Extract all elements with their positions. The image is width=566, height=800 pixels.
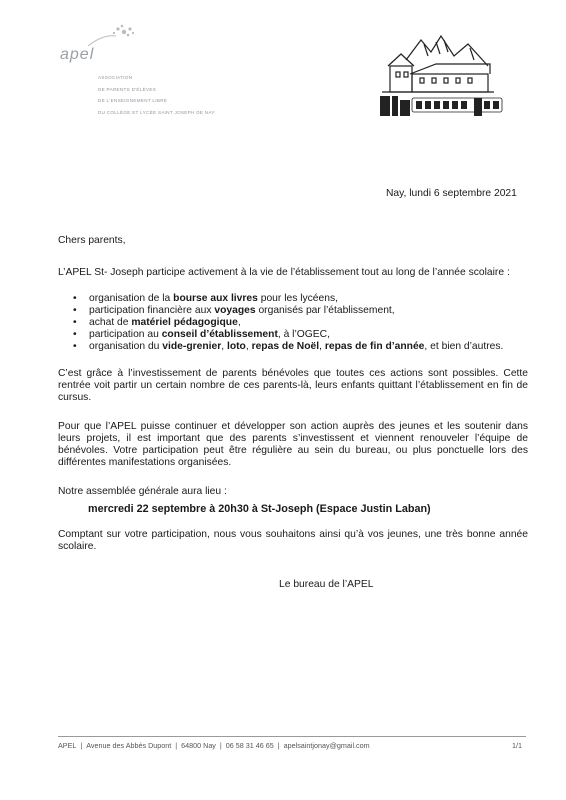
list-item-bold: bourse aux livres (173, 293, 258, 304)
footer-contact (58, 741, 370, 750)
footer-separator: | (80, 741, 83, 750)
paragraph-renewal: Pour que l’APEL puisse continuer et développer son action auprès des jeunes et les soutenir dans leurs projets, il est important que des parents s’investissent et viennent renouveler l’équipe de bénévoles. Votre participation peut être régulière au sein du bureau, ou plus ponctuelle lors des différentes manifestations organisées. (58, 421, 528, 468)
list-item-bold: repas de Noël (251, 341, 320, 353)
list-item-text: , (221, 341, 227, 353)
list-item-text: , (237, 317, 241, 329)
list-item-text: achat de (89, 317, 132, 329)
meeting-details: mercredi 22 septembre à 20h30 à St-Joseph (Espace Justin Laban) (88, 503, 431, 515)
association-line: DE PARENTS D'ÉLÈVES (98, 86, 157, 92)
list-item-bold: voyages (214, 305, 256, 317)
list-item (58, 329, 538, 341)
paragraph-assembly: Notre assemblée générale aura lieu : (58, 486, 227, 497)
footer-divider (58, 736, 526, 737)
list-item (58, 341, 538, 353)
list-item-text: organisation de la (89, 293, 174, 304)
footer-phone: 06 58 31 46 65 (225, 741, 274, 750)
association-line: DE L'ENSEIGNEMENT LIBRE (98, 98, 168, 103)
intro-paragraph: L’APEL St- Joseph participe activement à la vie de l’établissement tout au long de l’année scolaire : (58, 267, 510, 278)
list-item-bold: matériel pédagogique (131, 317, 238, 329)
paragraph-closing: Comptant sur votre participation, nous vous souhaitons ainsi qu’à vos jeunes, une très bonne année scolaire. (58, 529, 528, 552)
greeting: Chers parents, (58, 235, 126, 246)
footer-address: Avenue des Abbés Dupont (86, 741, 172, 750)
letter-date: Nay, lundi 6 septembre 2021 (386, 188, 517, 199)
list-item-text: participation financière aux (89, 305, 215, 317)
footer-separator: | (277, 741, 280, 750)
footer-separator: | (175, 741, 178, 750)
actions-list (58, 293, 538, 353)
list-item-bold: vide-grenier (162, 341, 222, 353)
apel-wordmark: apel (60, 46, 95, 63)
list-item-text: , (319, 341, 325, 353)
list-item-text: , à l’OGEC, (277, 329, 330, 341)
list-item-text: organisés par l’établissement, (255, 305, 395, 317)
signature: Le bureau de l’APEL (279, 579, 374, 590)
list-item-text: organisation du (89, 341, 163, 353)
association-line: DU COLLÈGE ET LYCÉE SAINT JOSEPH DE NAY (98, 109, 215, 115)
list-item-bold: repas de fin d’année (324, 341, 425, 353)
list-item-bold: conseil d’établissement (161, 329, 278, 341)
association-name (98, 72, 215, 118)
list-item-text: pour les lycéens, (257, 293, 338, 304)
list-item-bold: loto (226, 341, 246, 353)
association-line: ASSOCIATION (98, 75, 133, 80)
list-item (58, 305, 538, 317)
footer-city: 64800 Nay (181, 741, 216, 750)
footer-email[interactable]: apelsaintjonay@gmail.com (283, 741, 370, 750)
list-item-text: , (245, 341, 252, 353)
st-joseph-nay-drawing-icon (376, 30, 516, 122)
paragraph-volunteers: C’est grâce à l’investissement de parents bénévoles que toutes ces actions sont possibles. Cette rentrée voit partir un certain nombre de ces parents-là, leurs enfants quittant l’établissement en fin de cursus. (58, 368, 528, 403)
footer-separator: | (219, 741, 222, 750)
footer-org: APEL (58, 741, 77, 750)
page-number: 1/1 (512, 741, 522, 750)
list-item (58, 293, 538, 305)
list-item-text: participation au (89, 329, 162, 341)
list-item-text: , et bien d’autres. (424, 341, 504, 353)
list-item (58, 317, 538, 329)
